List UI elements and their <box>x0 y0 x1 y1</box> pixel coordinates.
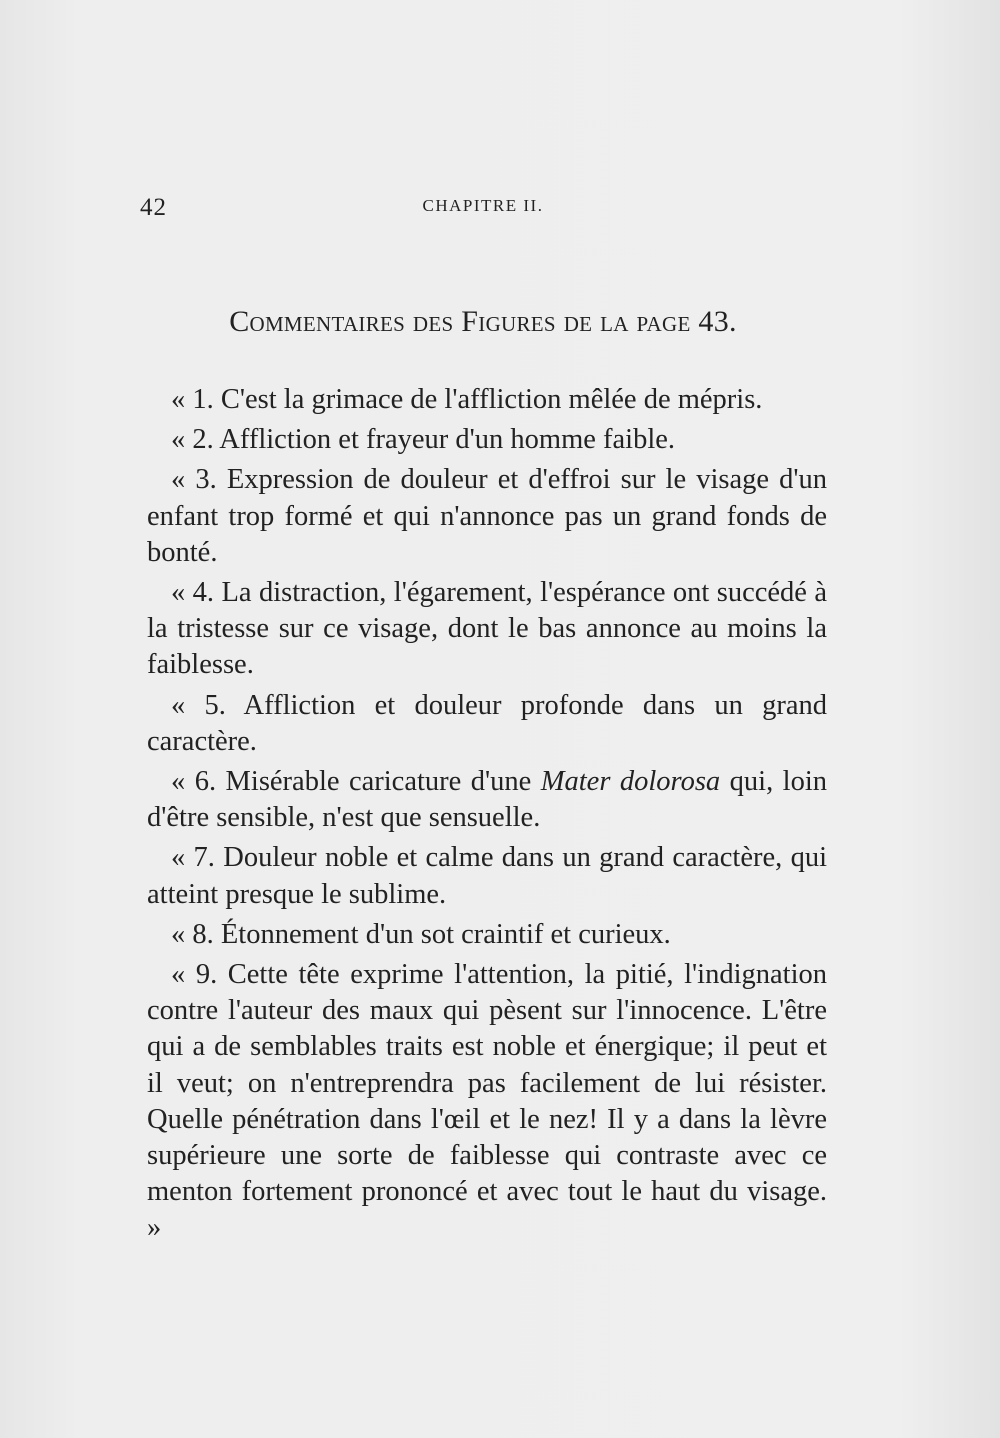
commentary-6-before: « 6. Misérable caricature d'une <box>171 766 541 798</box>
section-heading <box>0 305 1000 339</box>
commentary-5: « 5. Affliction et douleur profonde dans un grand caractère. <box>147 689 827 757</box>
commentary-4: « 4. La distraction, l'égarement, l'espérance ont succédé à la tristesse sur ce visage, dont le bas annonce au moins la faiblesse. <box>147 577 827 681</box>
commentary-8: « 8. Étonnement d'un sot craintif et curieux. <box>171 918 671 950</box>
running-head <box>0 196 1000 216</box>
section-heading-text: Commentaires des Figures de la page 43. <box>229 305 737 338</box>
commentary-6-italic: Mater dolorosa <box>540 766 721 798</box>
commentary-9: « 9. Cette tête exprime l'attention, la pitié, l'indignation contre l'auteur des maux qui pèsent sur l'innocence. L'être qui a de semblables traits est noble et énergique; il peut et il veut; on n'entreprendra pas facilement de lui résister. Quelle pénétration dans l'œil et le nez! Il y a dans la lèvre supérieure une sorte de faiblesse qui contraste avec ce menton fortement prononcé et avec tout le haut du visage. » <box>147 959 827 1244</box>
commentary-7: « 7. Douleur noble et calme dans un grand caractère, qui atteint presque le sublime. <box>147 842 827 910</box>
body-text <box>147 382 827 1251</box>
running-head-text: CHAPITRE II. <box>422 196 544 215</box>
commentary-2: « 2. Affliction et frayeur d'un homme faible. <box>171 424 676 456</box>
page-number: 42 <box>140 194 167 221</box>
commentary-3: « 3. Expression de douleur et d'effroi sur le visage d'un enfant trop formé et qui n'annonce pas un grand fonds de bonté. <box>147 464 827 568</box>
commentary-6 <box>147 764 827 836</box>
commentary-1: « 1. C'est la grimace de l'affliction mêlée de mépris. <box>171 384 763 415</box>
commentary-6-after: qui, loin d'être sensible, n'est que sensuelle. <box>147 766 827 834</box>
